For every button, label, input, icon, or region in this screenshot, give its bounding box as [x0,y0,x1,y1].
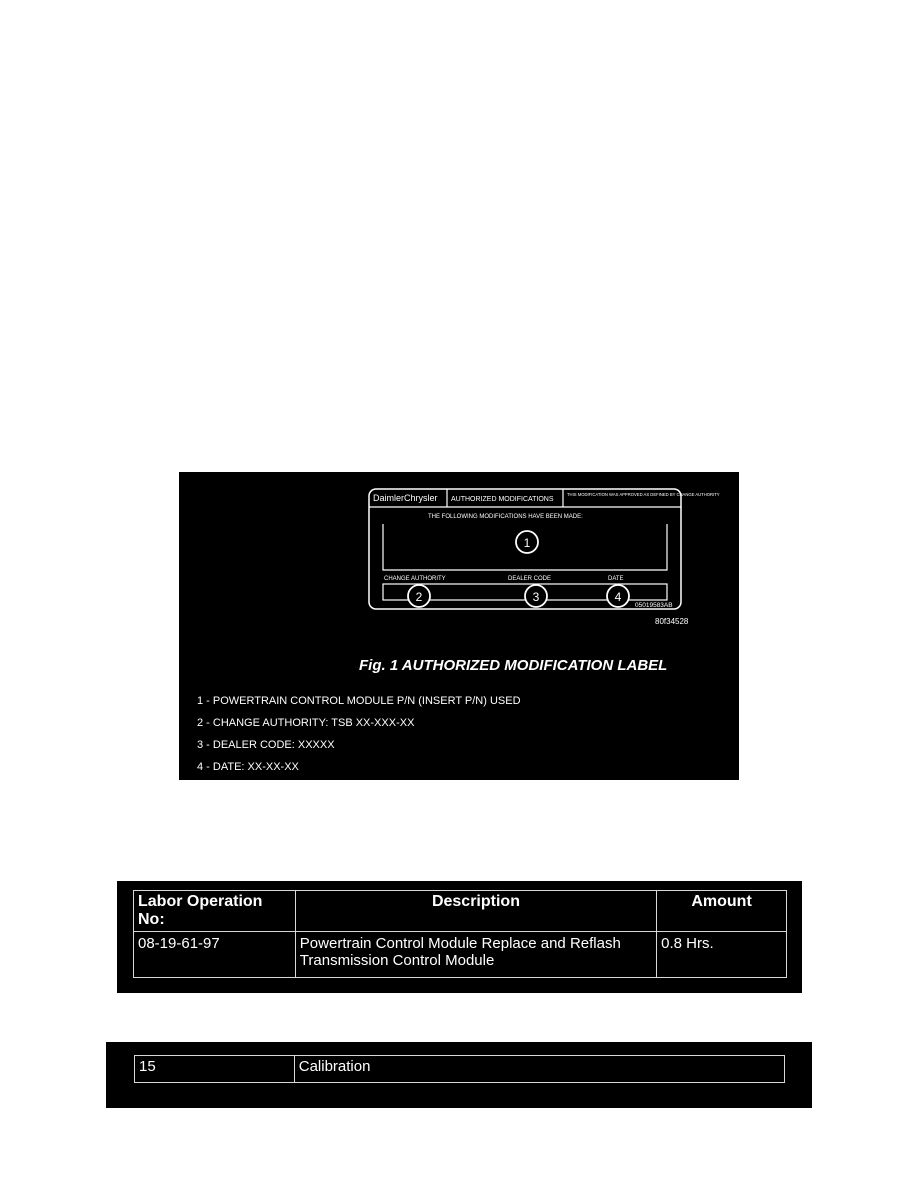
callout-1 [516,531,538,553]
table-row [134,932,787,978]
label-heading: AUTHORIZED MODIFICATIONS [451,496,554,503]
cell-labor-operation: 08-19-61-97 [134,932,296,978]
label-subheading: THE FOLLOWING MODIFICATIONS HAVE BEEN MADE: [428,514,583,520]
figure-caption: Fig. 1 AUTHORIZED MODIFICATION LABEL [359,657,668,674]
table-header-row [134,891,787,932]
header-labor-operation: Labor Operation No: [134,891,296,932]
label-note: THIS MODIFICATION WAS APPROVED AS DEFINED BY CHANGE AUTHORITY [567,492,720,497]
figure-id: 80f34528 [655,617,689,626]
label-field-change-authority: CHANGE AUTHORITY [384,576,446,582]
svg-text:1: 1 [523,536,531,550]
cell-calibration-code: 15 [135,1056,295,1083]
callout-3 [525,585,547,607]
label-part-number: 05019583AB [635,602,673,609]
svg-text:THIS MODIFICATION WAS APPROVED [567,492,720,497]
svg-text:3: 3 [532,590,540,604]
cell-description: Powertrain Control Module Replace and Reflash Transmission Control Module [295,932,656,978]
callout-4 [607,585,629,607]
cell-calibration-label: Calibration [294,1056,784,1083]
table-row [135,1056,785,1083]
label-brand: DaimlerChrysler [373,493,438,503]
calibration-table-panel [106,1042,812,1108]
callout-2 [408,585,430,607]
calibration-table [134,1055,785,1083]
header-amount: Amount [657,891,787,932]
labor-table [133,890,787,978]
legend-item: 1 - POWERTRAIN CONTROL MODULE P/N (INSERT P/N) USED [197,695,521,707]
label-field-dealer-code: DEALER CODE [508,576,552,582]
svg-text:4: 4 [614,590,622,604]
authorized-modification-figure [179,472,739,780]
legend-item: 3 - DEALER CODE: XXXXX [197,739,335,751]
legend-item: 4 - DATE: XX-XX-XX [197,761,299,773]
legend-item: 2 - CHANGE AUTHORITY: TSB XX-XXX-XX [197,717,415,729]
figure-legend [197,694,521,782]
svg-text:2: 2 [415,590,423,604]
labor-table-panel [117,881,802,993]
cell-amount: 0.8 Hrs. [657,932,787,978]
header-description: Description [295,891,656,932]
label-field-date: DATE [608,576,624,582]
